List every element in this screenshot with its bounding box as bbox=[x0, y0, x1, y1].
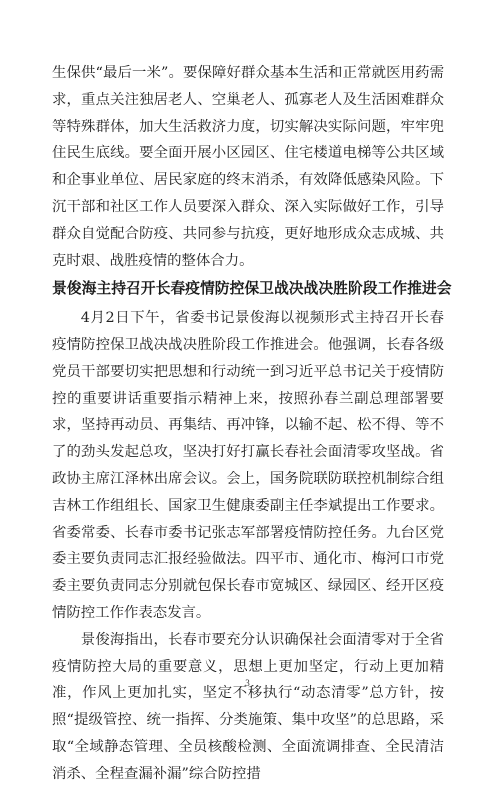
paragraph-meeting-summary: 4月2日下午，省委书记景俊海以视频形式主持召开长春疫情防控保卫战决战决胜阶段工作推进会。他强调，长春各级党员干部要切实把思想和行动统一到习近平总书记关于疫情防控的重要讲话重要指示精神上来，按照孙春兰副总理部署要求，坚持再动员、再集结、再冲锋，以输不起、松不得、等不了的劲头发起总攻，坚决打好打赢长春社会面清零攻坚战。省政协主席江泽林出席会议。会上，国务院联防联控机制综合组吉林工作组组长、国家卫生健康委副主任李斌提出工作要求。省委常委、长春市委书记张志军部署疫情防控任务。九台区党委主要负责同志汇报经验做法。四平市、通化市、梅河口市党委主要负责同志分别就包保长春市宽城区、绿园区、经开区疫情防控工作作表态发言。 bbox=[52, 310, 444, 621]
page-number: 3 bbox=[245, 678, 250, 688]
section-heading: 景俊海主持召开长春疫情防控保卫战决战决胜阶段工作推进会 bbox=[52, 280, 452, 298]
paragraph-continued: 生保供“最后一米”。要保障好群众基本生活和正常就医用药需求，重点关注独居老人、空巢老人、孤寡老人及生活困难群众等特殊群体，加大生活救济力度，切实解决实际问题，牢牢兜住民生底线。要全面开展小区园区、住宅楼道电梯等公共区域和企事业单位、居民家庭的终末消杀，有效降低感染风险。下沉干部和社区工作人员要深入群众、深入实际做好工作，引导群众自觉配合防疫、共同参与抗疫，更好地形成众志成城、共克时艰、战胜疫情的整体合力。 bbox=[52, 65, 444, 269]
paragraph-remarks: 景俊海指出，长春市要充分认识确保社会面清零对于全省疫情防控大局的重要意义，思想上更加坚定，行动上更加精准，作风上更加扎实，坚定不移执行“动态清零”总方针，按照“提级管控、统一指挥、分类施策、集中攻坚”的总思路，采取“全域静态管理、全员核酸检测、全面流调排查、全民清洁消杀、全程查漏补漏”综合防控措 bbox=[52, 631, 444, 782]
